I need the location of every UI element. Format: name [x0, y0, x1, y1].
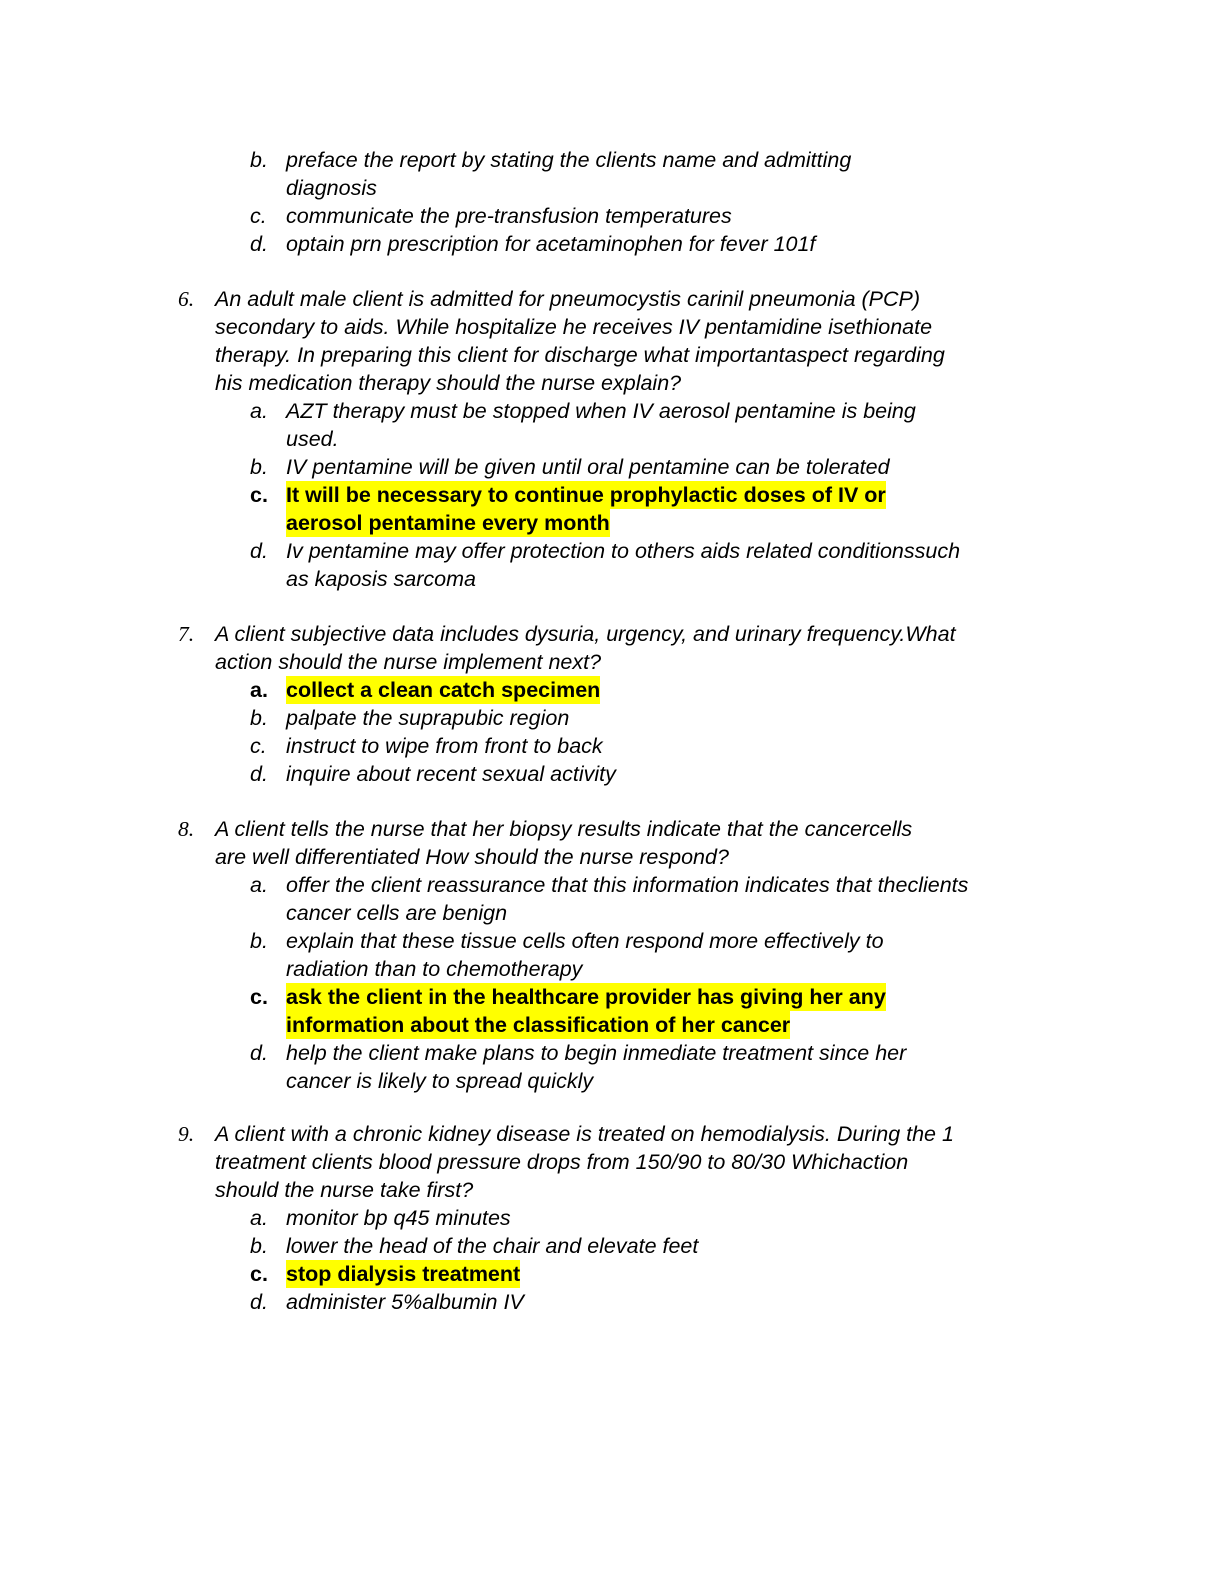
question-9-option-line: lower the head of the chair and elevate feet — [286, 1234, 699, 1258]
prev-question-option-line: communicate the pre-transfusion temperatures — [286, 204, 732, 228]
question-6-option-line: AZT therapy must be stopped when IV aerosol pentamine is being — [286, 399, 916, 423]
question-6-option-line: Iv pentamine may offer protection to others aids related conditionssuch — [286, 539, 961, 563]
question-6-stem-line: secondary to aids. While hospitalize he receives IV pentamidine isethionate — [215, 315, 933, 339]
question-9-stem-line: should the nurse take first? — [215, 1178, 474, 1202]
question-7-number: 7. — [178, 622, 195, 646]
question-9-stem-line: treatment clients blood pressure drops from 150/90 to 80/30 Whichaction — [215, 1150, 909, 1174]
question-8-number: 8. — [178, 817, 195, 841]
question-7-option-letter: d. — [250, 762, 268, 786]
question-7-option-letter: b. — [250, 706, 268, 730]
question-6-stem-line: An adult male client is admitted for pneumocystis carinil pneumonia (PCP) — [215, 287, 921, 311]
question-9-option-line: monitor bp q45 minutes — [286, 1206, 511, 1230]
question-6-correct-answer-line: aerosol pentamine every month — [286, 511, 610, 535]
question-6-option-letter: c. — [250, 483, 268, 507]
question-7-stem-line: action should the nurse implement next? — [215, 650, 602, 674]
question-7-correct-answer-line: collect a clean catch specimen — [286, 678, 601, 702]
question-8-option-line: radiation than to chemotherapy — [286, 957, 583, 981]
question-8-option-line: help the client make plans to begin inmediate treatment since her — [286, 1041, 907, 1065]
question-6-number: 6. — [178, 287, 195, 311]
question-6-option-line: IV pentamine will be given until oral pentamine can be tolerated — [286, 455, 890, 479]
question-7-option-letter: a. — [250, 678, 268, 702]
question-8-option-line: cancer cells are benign — [286, 901, 508, 925]
question-6-option-letter: d. — [250, 539, 268, 563]
prev-question-option-line: preface the report by stating the clients name and admitting — [286, 148, 852, 172]
question-9-number: 9. — [178, 1122, 195, 1146]
prev-question-option-letter: b. — [250, 148, 268, 172]
question-6-option-letter: a. — [250, 399, 268, 423]
question-8-option-letter: a. — [250, 873, 268, 897]
prev-question-option-line: optain prn prescription for acetaminophen for fever 101f — [286, 232, 816, 256]
question-8-option-line: offer the client reassurance that this information indicates that theclients — [286, 873, 969, 897]
question-8-option-line: cancer is likely to spread quickly — [286, 1069, 594, 1093]
question-8-correct-answer-line: information about the classification of her cancer — [286, 1013, 791, 1037]
question-7-option-line: instruct to wipe from front to back — [286, 734, 603, 758]
question-7-option-letter: c. — [250, 734, 267, 758]
question-6-option-line: used. — [286, 427, 339, 451]
question-8-option-line: explain that these tissue cells often respond more effectively to — [286, 929, 884, 953]
question-9-stem-line: A client with a chronic kidney disease is treated on hemodialysis. During the 1 — [215, 1122, 954, 1146]
question-8-stem-line: are well differentiated How should the nurse respond? — [215, 845, 729, 869]
question-6-option-line: as kaposis sarcoma — [286, 567, 476, 591]
question-8-option-letter: d. — [250, 1041, 268, 1065]
question-9-option-letter: c. — [250, 1262, 268, 1286]
question-9-option-line: administer 5%albumin IV — [286, 1290, 524, 1314]
question-6-option-letter: b. — [250, 455, 268, 479]
question-8-option-letter: c. — [250, 985, 268, 1009]
question-9-option-letter: d. — [250, 1290, 268, 1314]
question-8-stem-line: A client tells the nurse that her biopsy results indicate that the cancercells — [215, 817, 913, 841]
question-8-option-letter: b. — [250, 929, 268, 953]
question-6-correct-answer-line: It will be necessary to continue prophylactic doses of IV or — [286, 483, 886, 507]
prev-question-option-letter: d. — [250, 232, 268, 256]
question-9-correct-answer-line: stop dialysis treatment — [286, 1262, 521, 1286]
question-9-option-letter: b. — [250, 1234, 268, 1258]
question-6-stem-line: his medication therapy should the nurse explain? — [215, 371, 682, 395]
prev-question-option-letter: c. — [250, 204, 267, 228]
question-8-correct-answer-line: ask the client in the healthcare provider has giving her any — [286, 985, 886, 1009]
question-7-option-line: inquire about recent sexual activity — [286, 762, 616, 786]
question-9-option-letter: a. — [250, 1206, 268, 1230]
question-7-stem-line: A client subjective data includes dysuria, urgency, and urinary frequency.What — [215, 622, 956, 646]
question-7-option-line: palpate the suprapubic region — [286, 706, 570, 730]
question-6-stem-line: therapy. In preparing this client for discharge what importantaspect regarding — [215, 343, 945, 367]
prev-question-option-line: diagnosis — [286, 176, 377, 200]
